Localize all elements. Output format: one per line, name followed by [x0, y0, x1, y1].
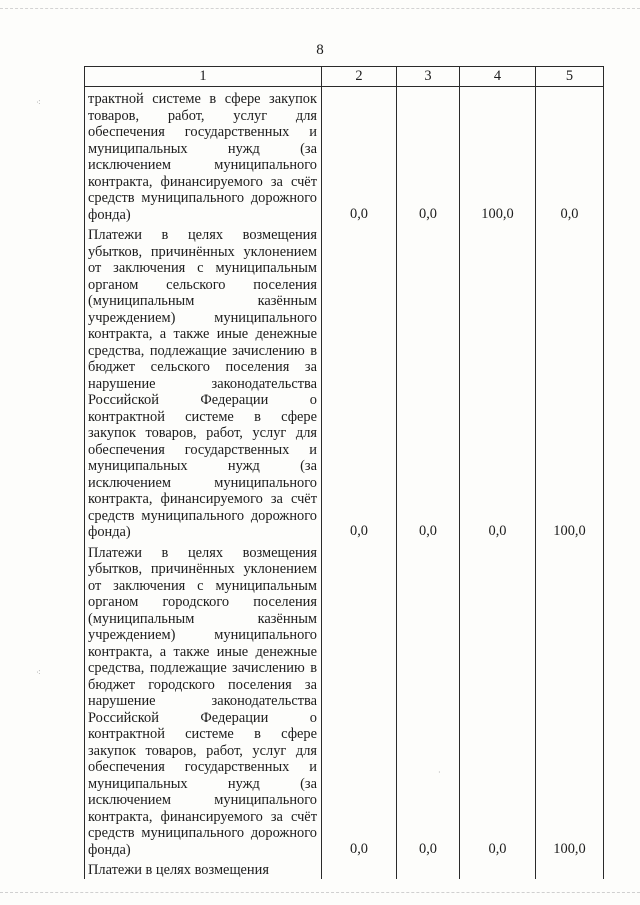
header-col-2: 2 — [322, 67, 397, 87]
row-value-col-5: 100,0 — [536, 541, 604, 859]
row-value-col-2: 0,0 — [322, 87, 397, 224]
scan-speck: ⁖ — [36, 98, 41, 107]
row-value-col-5 — [536, 858, 604, 879]
header-row — [85, 67, 604, 87]
row-value-col-4: 0,0 — [460, 223, 536, 541]
header-col-1: 1 — [85, 67, 322, 87]
table-row — [85, 87, 604, 224]
table-row — [85, 223, 604, 541]
row-value-col-3: 0,0 — [397, 223, 460, 541]
scan-bottom-edge — [0, 892, 640, 893]
row-value-col-4 — [460, 858, 536, 879]
header-col-5: 5 — [536, 67, 604, 87]
page-number: 8 — [316, 42, 324, 58]
row-value-col-2 — [322, 858, 397, 879]
budget-table — [84, 66, 604, 879]
header-col-3: 3 — [397, 67, 460, 87]
row-value-col-4: 0,0 — [460, 541, 536, 859]
row-value-col-2: 0,0 — [322, 541, 397, 859]
row-description: Платежи в целях возмещения — [85, 858, 322, 879]
row-value-col-3 — [397, 858, 460, 879]
row-value-col-5: 0,0 — [536, 87, 604, 224]
row-value-col-3: 0,0 — [397, 541, 460, 859]
table-row — [85, 858, 604, 879]
scan-speck: ⁖ — [36, 668, 41, 677]
table-row — [85, 541, 604, 859]
row-description: Платежи в целях возмещения убытков, причинённых уклонением от заключения с муниципальным органом сельского поселения (муниципальным казённым учреждением) муниципального контракта, а также иные денежные средства, подлежащие зачислению в бюджет сельского поселения за нарушение законодательства Российской Федерации о контрактной системе в сфере закупок товаров, работ, услуг для обеспечения государственных и муниципальных нужд (за исключением муниципального контракта, финансируемого за счёт средств муниципального дорожного фонда) — [85, 223, 322, 541]
header-col-4: 4 — [460, 67, 536, 87]
scan-speck: · — [438, 768, 441, 777]
row-value-col-2: 0,0 — [322, 223, 397, 541]
row-value-col-3: 0,0 — [397, 87, 460, 224]
row-value-col-4: 100,0 — [460, 87, 536, 224]
scan-top-edge — [0, 8, 640, 9]
row-description: трактной системе в сфере закупок товаров, работ, услуг для обеспечения государственных и муниципальных нужд (за исключением муниципального контракта, финансируемого за счёт средств муниципального дорожного фонда) — [85, 87, 322, 224]
row-description: Платежи в целях возмещения убытков, причинённых уклонением от заключения с муниципальным органом городского поселения (муниципальным казённым учреждением) муниципального контракта, а также иные денежные средства, подлежащие зачислению в бюджет городского поселения за нарушение законодательства Российской Федерации о контрактной системе в сфере закупок товаров, работ, услуг для обеспечения государственных и муниципальных нужд (за исключением муниципального контракта, финансируемого за счёт средств муниципального дорожного фонда) — [85, 541, 322, 859]
row-value-col-5: 100,0 — [536, 223, 604, 541]
